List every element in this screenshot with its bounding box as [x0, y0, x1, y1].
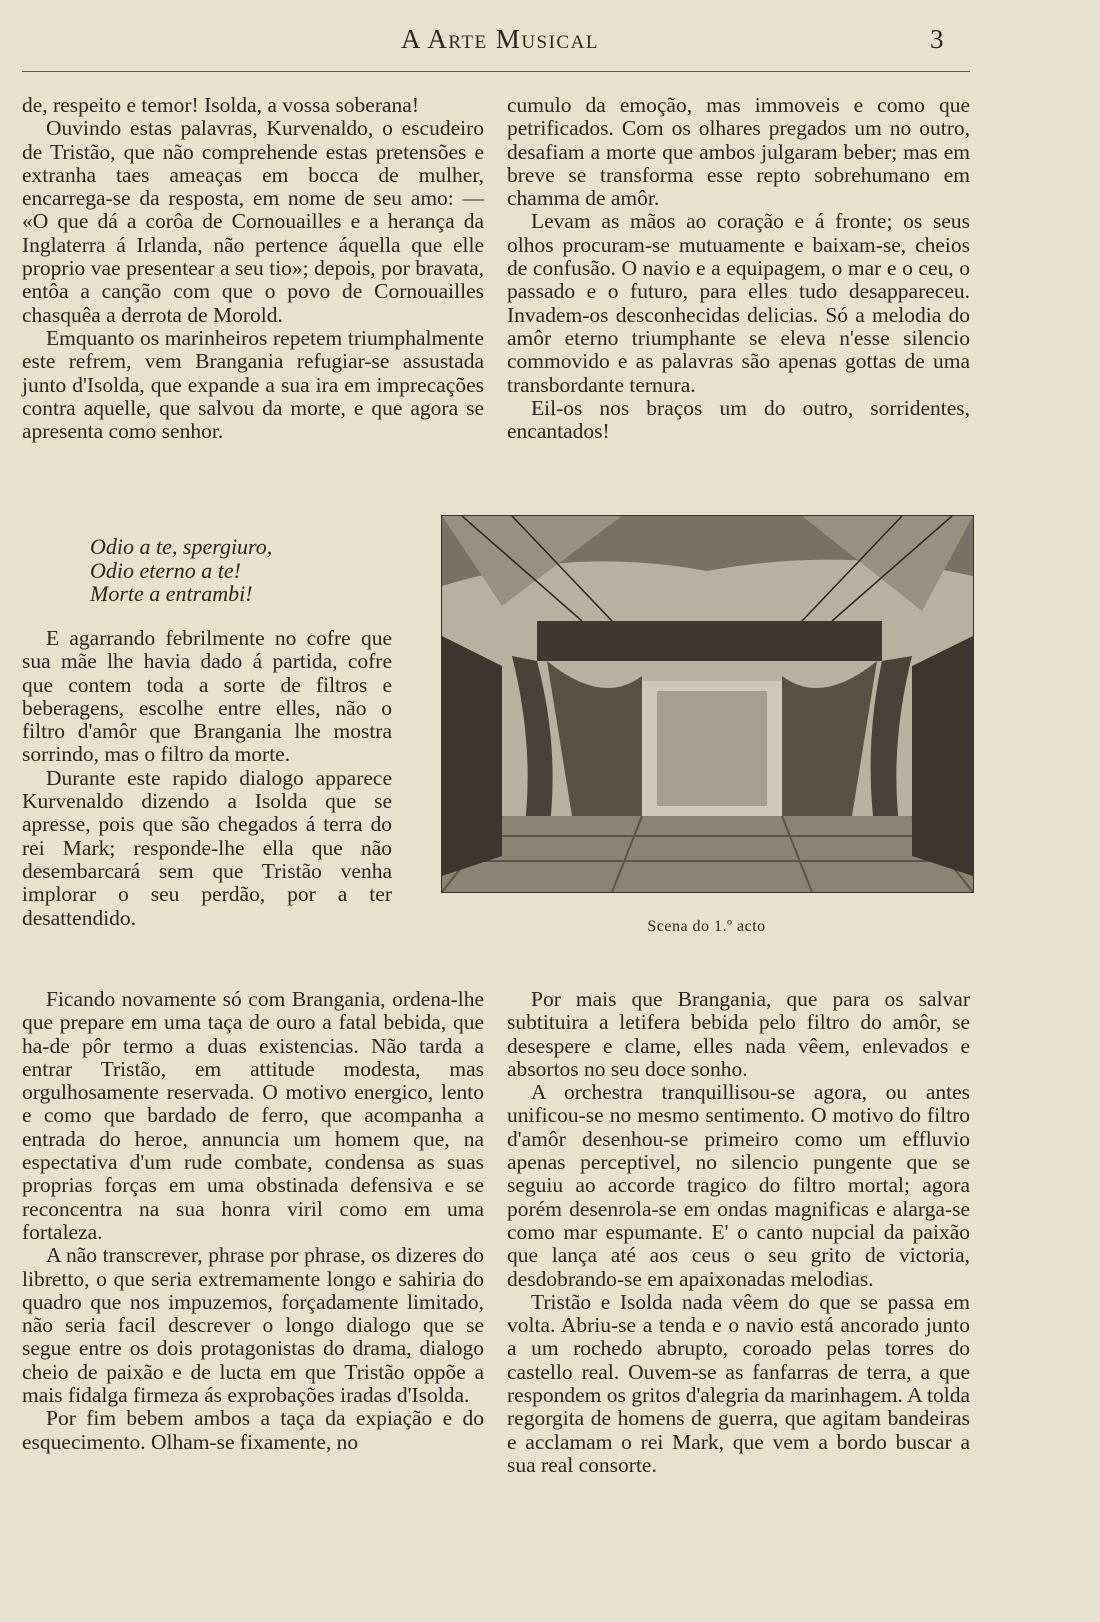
paragraph: A orchestra tranquillisou-se agora, ou antes unificou-se no mesmo sentimento. O motivo do filtro d'amôr desenhou-se primeiro como um effluvio apenas perceptivel, no silencio pungente que se seguiu ao accorde tragico do filtro mortal; agora porém desenrola-se em ondas magnificas e alarga-se como mar espumante. E' o canto nupcial da paixão que lança até aos ceus o seu grito de victoria, desdobrando-se em apaixonadas melodias.	[507, 1080, 970, 1291]
left-column-top	[22, 94, 484, 443]
paragraph: Por mais que Brangania, que para os salvar subtituira a letifera bebida pelo filtro do amôr, se desespere e clame, elles nada vêem, enlevados e absortos no seu doce sonho.	[507, 987, 970, 1081]
left-column-bottom	[22, 988, 484, 1454]
paragraph: Ouvindo estas palavras, Kurvenaldo, o escudeiro de Tristão, que não comprehende estas pretensões e extranha taes ameaças em bocca de mulher, encarrega-se da resposta, em nome de seu amo: — «O que dá a corôa de Cornouailles e a herança da Inglaterra á Irlanda, não pertence áquella que elle proprio vae presentear a seu tio»; depois, por bravata, entôa a canção com que o povo de Cornouailles chasquêa a derrota de Morold.	[22, 116, 484, 327]
left-column-middle	[22, 627, 392, 930]
right-column-top	[507, 94, 970, 443]
verse-line: Morte a entrambi!	[90, 581, 253, 606]
paragraph: Por fim bebem ambos a taça da expiação e do esquecimento. Olham-se fixamente, no	[22, 1406, 484, 1454]
paragraph: A não transcrever, phrase por phrase, os dizeres do libretto, o que seria extremamente longo e sahiria do quadro que nos impuzemos, forçadamente limitado, não seria facil descrever o longo dialogo que se segue entre os dois protagonistas do drama, dialogo cheio de paixão e de lucta em que Tristão oppõe a mais fidalga firmeza ás exprobações iradas d'Isolda.	[22, 1243, 484, 1408]
right-column-bottom	[507, 988, 970, 1477]
ship-tent-engraving	[442, 516, 973, 892]
running-title: A Arte Musical	[401, 24, 599, 54]
paragraph: Levam as mãos ao coração e á fronte; os seus olhos procuram-se mutuamente e baixam-se, cheios de confusão. O navio e a equipagem, o mar e o ceu, o passado e o futuro, para elles tudo desappareceu. Invadem-os desconhecidas delicias. Só a melodia do amôr eterno triumphante se eleva n'esse silencio commovido e as palavras são apenas gottas de uma transbordante ternura.	[507, 209, 970, 397]
paragraph: de, respeito e temor! Isolda, a vossa soberana!	[22, 93, 420, 117]
paragraph: Emquanto os marinheiros repetem triumphalmente este refrem, vem Brangania refugiar-se assustada junto d'Isolda, que expande a sua ira em imprecações contra aquelle, que salvou da morte, e que agora se apresenta como senhor.	[22, 325, 484, 444]
paragraph: cumulo da emoção, mas immoveis e como que petrificados. Com os olhares pregados um no outro, desafiam a morte que ambos julgaram beber; mas em breve se transforma esse repto sobrehumano em chamma de amôr.	[507, 93, 970, 211]
stage-scene-illustration	[441, 515, 974, 893]
paragraph: Ficando novamente só com Brangania, ordena-lhe que prepare em uma taça de ouro a fatal bebida, que ha-de pôr termo a duas existencias. Não tarda a entrar Tristão, em attitude modesta, mas orgulhosamente reservada. O motivo energico, lento e como que bardado de ferro, que acompanha a entrada do heroe, annuncia um homem que, na espectativa d'um rude combate, condensa as suas proprias forças em uma obstinada defensiva e se reconcentra na sua honra viril como em uma fortaleza.	[22, 987, 484, 1244]
header-rule	[22, 71, 970, 72]
verse-quote	[90, 535, 272, 606]
paragraph: Eil-os nos braços um do outro, sorridentes, encantados!	[507, 395, 970, 444]
verse-line: Odio eterno a te!	[90, 557, 241, 583]
figure-caption: Scena do 1.º acto	[647, 918, 766, 935]
verse-line: Odio a te, spergiuro,	[90, 534, 273, 559]
paragraph: Tristão e Isolda nada vêem do que se passa em volta. Abriu-se a tenda e o navio está ancorado junto a um rochedo abrupto, coroado pelas torres do castello real. Ouvem-se as fanfarras de terra, a que respondem os gritos d'alegria da marinhagem. A tolda regorgita de homens de guerra, que agitam bandeiras e acclamam o rei Mark, que vem a bordo buscar a sua real consorte.	[507, 1289, 970, 1477]
paragraph: Durante este rapido dialogo apparece Kurvenaldo dizendo a Isolda que se apresse, pois que são chegados á terra do rei Mark; responde-lhe ella que não desembarcará sem que Tristão venha implorar o seu perdão, por a ter desattendido.	[22, 765, 392, 930]
page-number: 3	[930, 24, 944, 54]
paragraph: E agarrando febrilmente no cofre que sua mãe lhe havia dado á partida, cofre que contem toda a sorte de filtros e beberagens, escolhe entre elles, não o filtro d'amôr que Brangania lhe mostra sorrindo, mas o filtro da morte.	[22, 626, 392, 767]
